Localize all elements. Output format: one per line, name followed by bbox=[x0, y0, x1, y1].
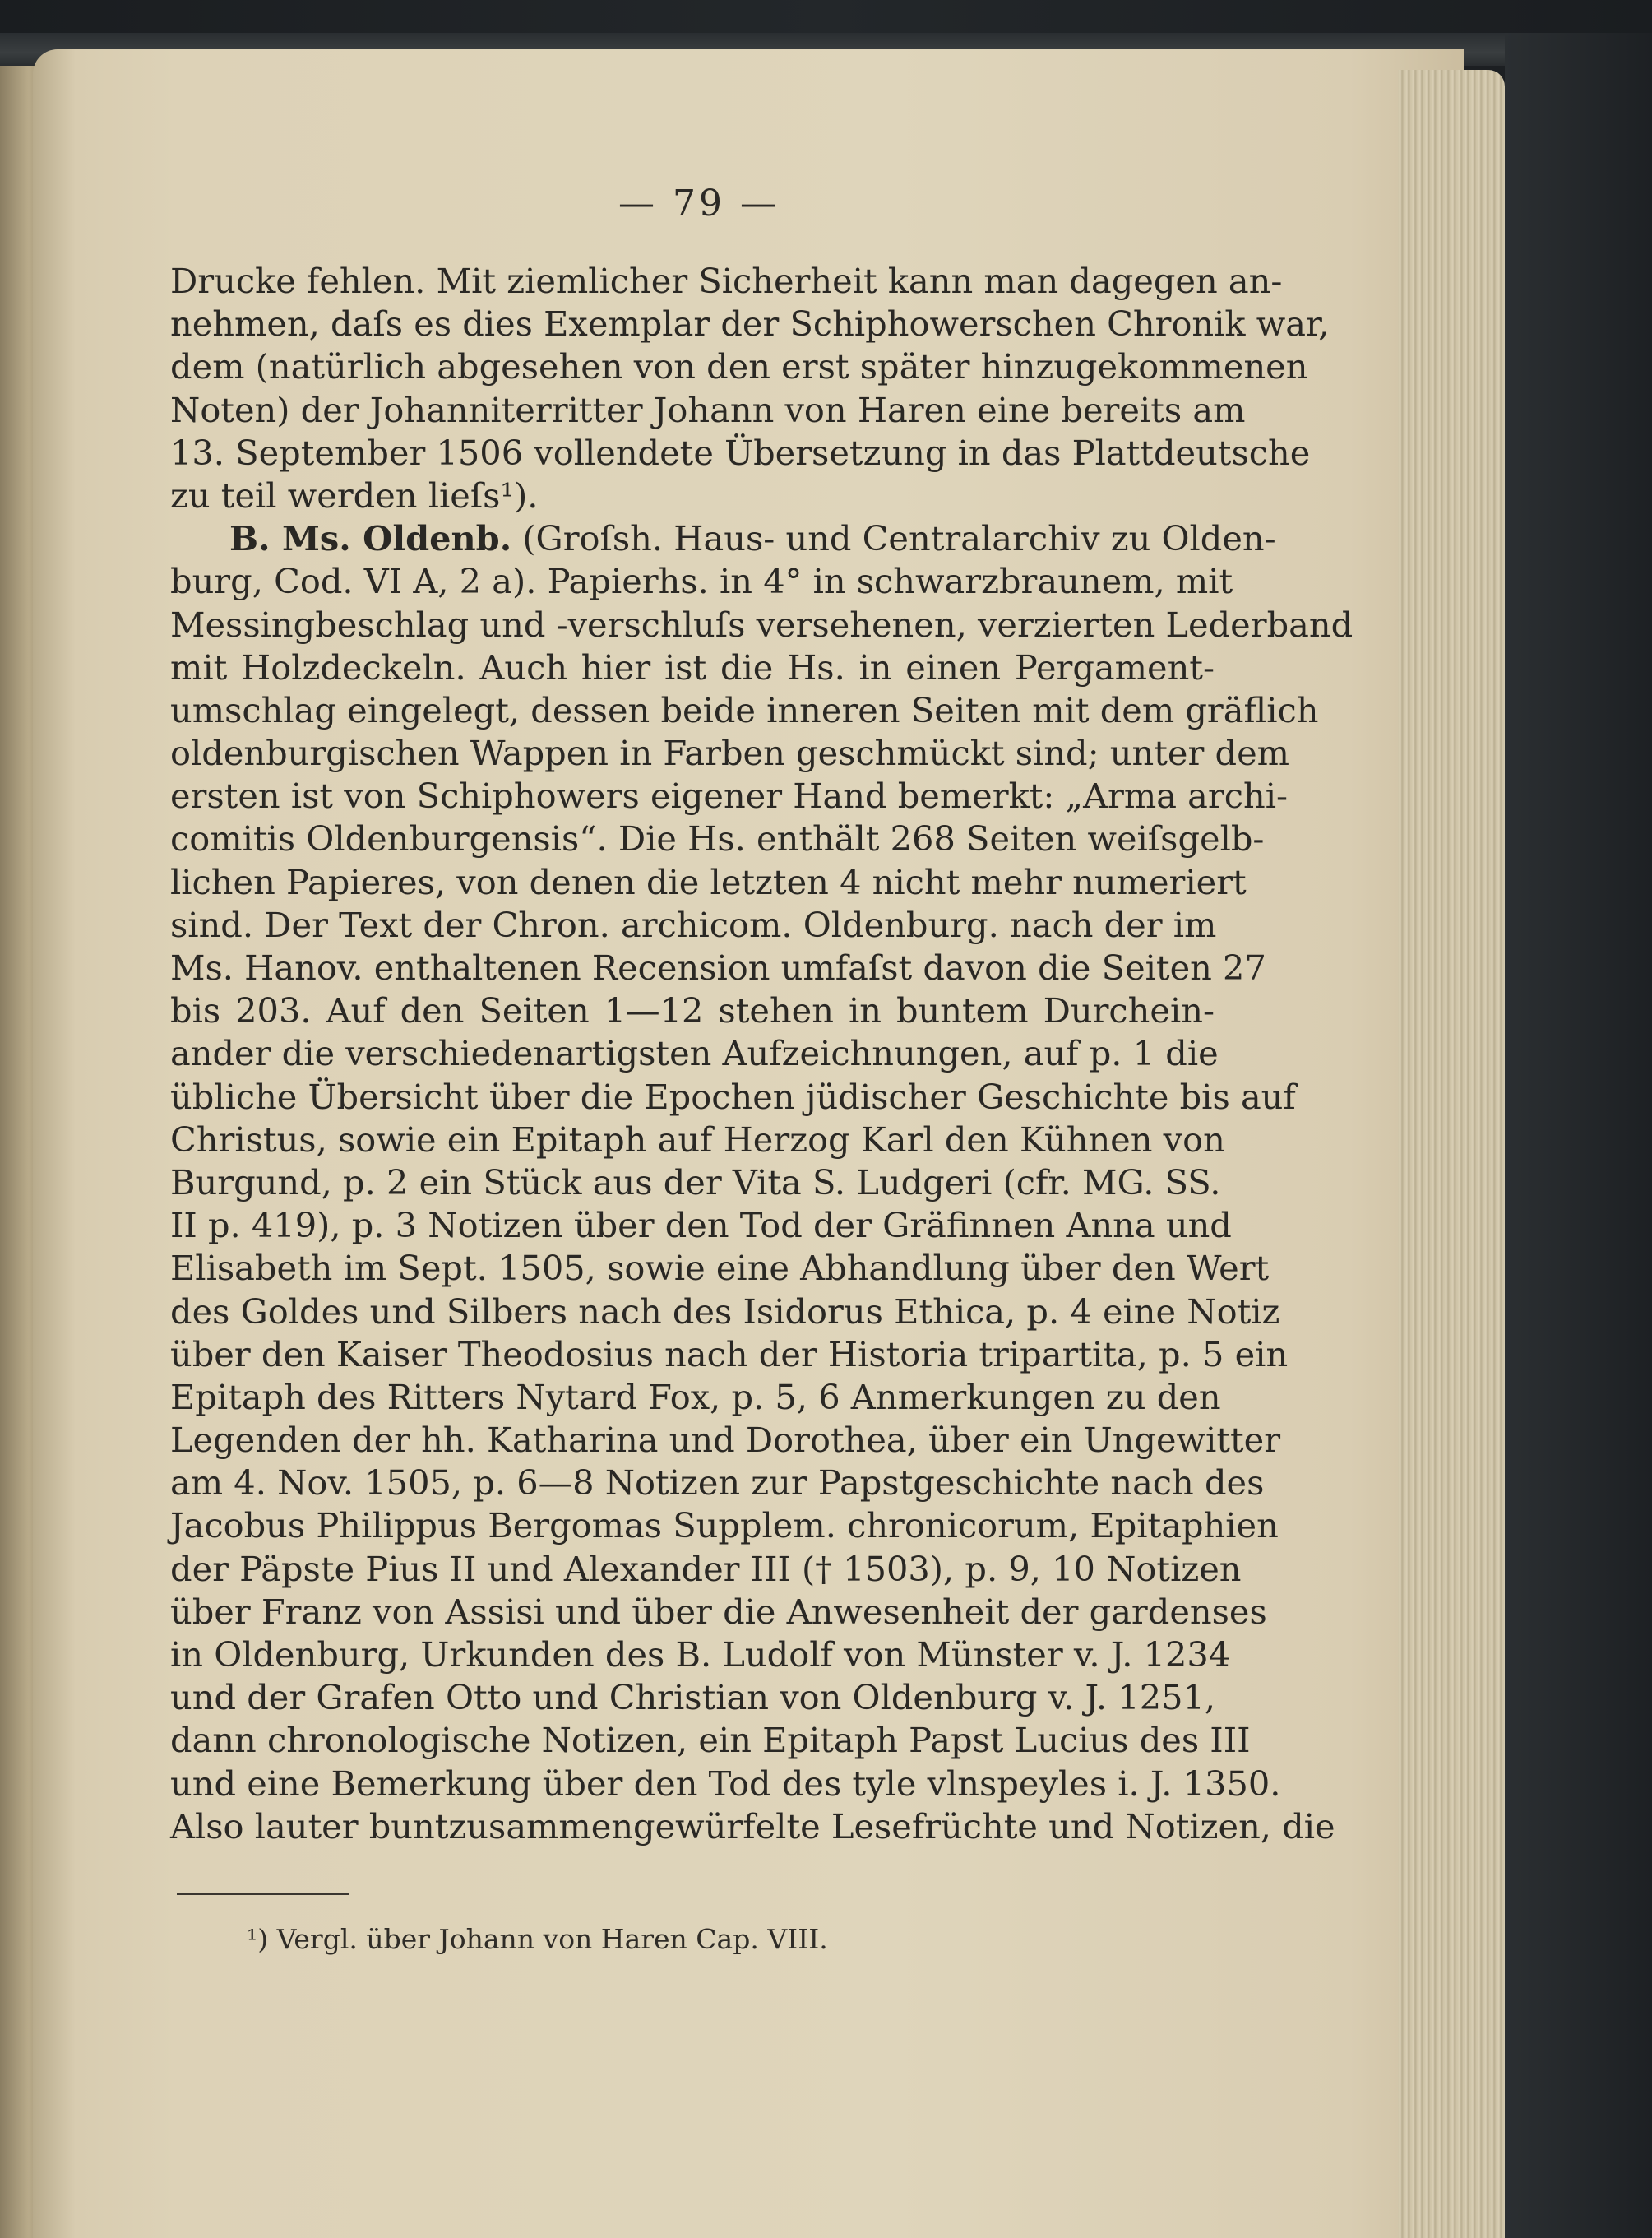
text-line: ander die verschiedenartigsten Aufzeichnungen, auf p. 1 die bbox=[170, 1033, 1219, 1074]
text-line: und eine Bemerkung über den Tod des tyle vlnspeyles i. J. 1350. bbox=[170, 1763, 1281, 1804]
text-line: und der Grafen Otto und Christian von Oldenburg v. J. 1251, bbox=[170, 1677, 1216, 1718]
body-text bbox=[170, 260, 1354, 1848]
text-line: 13. September 1506 vollendete Übersetzung in das Plattdeutsche bbox=[170, 432, 1311, 473]
text-line: nehmen, daſs es dies Exemplar der Schiphowerschen Chronik war, bbox=[170, 303, 1330, 345]
text-line: lichen Papieres, von denen die letzten 4 nicht mehr numeriert bbox=[170, 861, 1247, 902]
text-line: umschlag eingelegt, dessen beide inneren Seiten mit dem gräflich bbox=[170, 689, 1319, 730]
text-line: Drucke fehlen. Mit ziemlicher Sicherheit kann man dagegen an- bbox=[170, 261, 1283, 301]
text-line: dem (natürlich abgesehen von den erst später hinzugekommenen bbox=[170, 346, 1308, 387]
text-line: zu teil werden lieſs¹). bbox=[170, 475, 539, 516]
text-line: oldenburgischen Wappen in Farben geschmückt sind; unter dem bbox=[170, 733, 1289, 774]
text-line: dann chronologische Notizen, ein Epitaph Papst Lucius des III bbox=[170, 1720, 1251, 1761]
text-line: über Franz von Assisi und über die Anwesenheit der gardenses bbox=[170, 1591, 1267, 1632]
text-line: Noten) der Johanniterritter Johann von Haren eine bereits am bbox=[170, 389, 1246, 430]
footnote: ¹) Vergl. über Johann von Haren Cap. VIII. bbox=[247, 1923, 828, 1955]
text-line: Epitaph des Ritters Nytard Fox, p. 5, 6 Anmerkungen zu den bbox=[170, 1376, 1221, 1417]
page-stack-edges bbox=[1398, 70, 1505, 2238]
text-line: comitis Oldenburgensis“. Die Hs. enthält 268 Seiten weiſsgelb- bbox=[170, 818, 1265, 860]
text-line: des Goldes und Silbers nach des Isidorus Ethica, p. 4 eine Notiz bbox=[170, 1290, 1280, 1332]
text-line: Jacobus Philippus Bergomas Supplem. chronicorum, Epitaphien bbox=[170, 1505, 1279, 1546]
section-line bbox=[170, 517, 1276, 560]
text-line: Elisabeth im Sept. 1505, sowie eine Abhandlung über den Wert bbox=[170, 1248, 1270, 1289]
text-line: II p. 419), p. 3 Notizen über den Tod der Gräfinnen Anna und bbox=[170, 1205, 1232, 1246]
text-line: am 4. Nov. 1505, p. 6—8 Notizen zur Papstgeschichte nach des bbox=[170, 1462, 1265, 1504]
text-line: Legenden der hh. Katharina und Dorothea, über ein Ungewitter bbox=[170, 1420, 1281, 1461]
text-line: Ms. Hanov. enthaltenen Recension umfaſst davon die Seiten 27 bbox=[170, 948, 1266, 988]
book-cover-right bbox=[1505, 33, 1652, 2238]
text-line: in Oldenburg, Urkunden des B. Ludolf von Münster v. J. 1234 bbox=[170, 1634, 1231, 1675]
text-line: Messingbeschlag und -verschluſs versehenen, verzierten Lederband bbox=[170, 604, 1354, 645]
text-line: mit Holzdeckeln. Auch hier ist die Hs. in einen Pergament- bbox=[170, 646, 1215, 688]
text-line: über den Kaiser Theodosius nach der Historia tripartita, p. 5 ein bbox=[170, 1333, 1289, 1374]
text-line: bis 203. Auf den Seiten 1—12 stehen in buntem Durchein- bbox=[170, 990, 1215, 1031]
text-line: burg, Cod. VI A, 2 a). Papierhs. in 4° in schwarzbraunem, mit bbox=[170, 561, 1233, 602]
footnote-divider bbox=[177, 1893, 349, 1895]
text-line: übliche Übersicht über die Epochen jüdischer Geschichte bis auf bbox=[170, 1076, 1296, 1117]
text-line: ersten ist von Schiphowers eigener Hand bemerkt: „Arma archi- bbox=[170, 776, 1289, 817]
section-heading: B. Ms. Oldenb. bbox=[229, 518, 512, 559]
text-line: Also lauter buntzusammengewürfelte Lesefrüchte und Notizen, die bbox=[170, 1805, 1335, 1846]
text-line: sind. Der Text der Chron. archicom. Oldenburg. nach der im bbox=[170, 904, 1217, 945]
page-number: — 79 — bbox=[618, 183, 780, 225]
text-line: Burgund, p. 2 ein Stück aus der Vita S. Ludgeri (cfr. MG. SS. bbox=[170, 1161, 1221, 1202]
text-line: der Päpste Pius II und Alexander III († 1503), p. 9, 10 Notizen bbox=[170, 1548, 1242, 1589]
text-line: (Groſsh. Haus- und Centralarchiv zu Olden- bbox=[522, 518, 1276, 559]
text-line: Christus, sowie ein Epitaph auf Herzog Karl den Kühnen von bbox=[170, 1119, 1225, 1160]
